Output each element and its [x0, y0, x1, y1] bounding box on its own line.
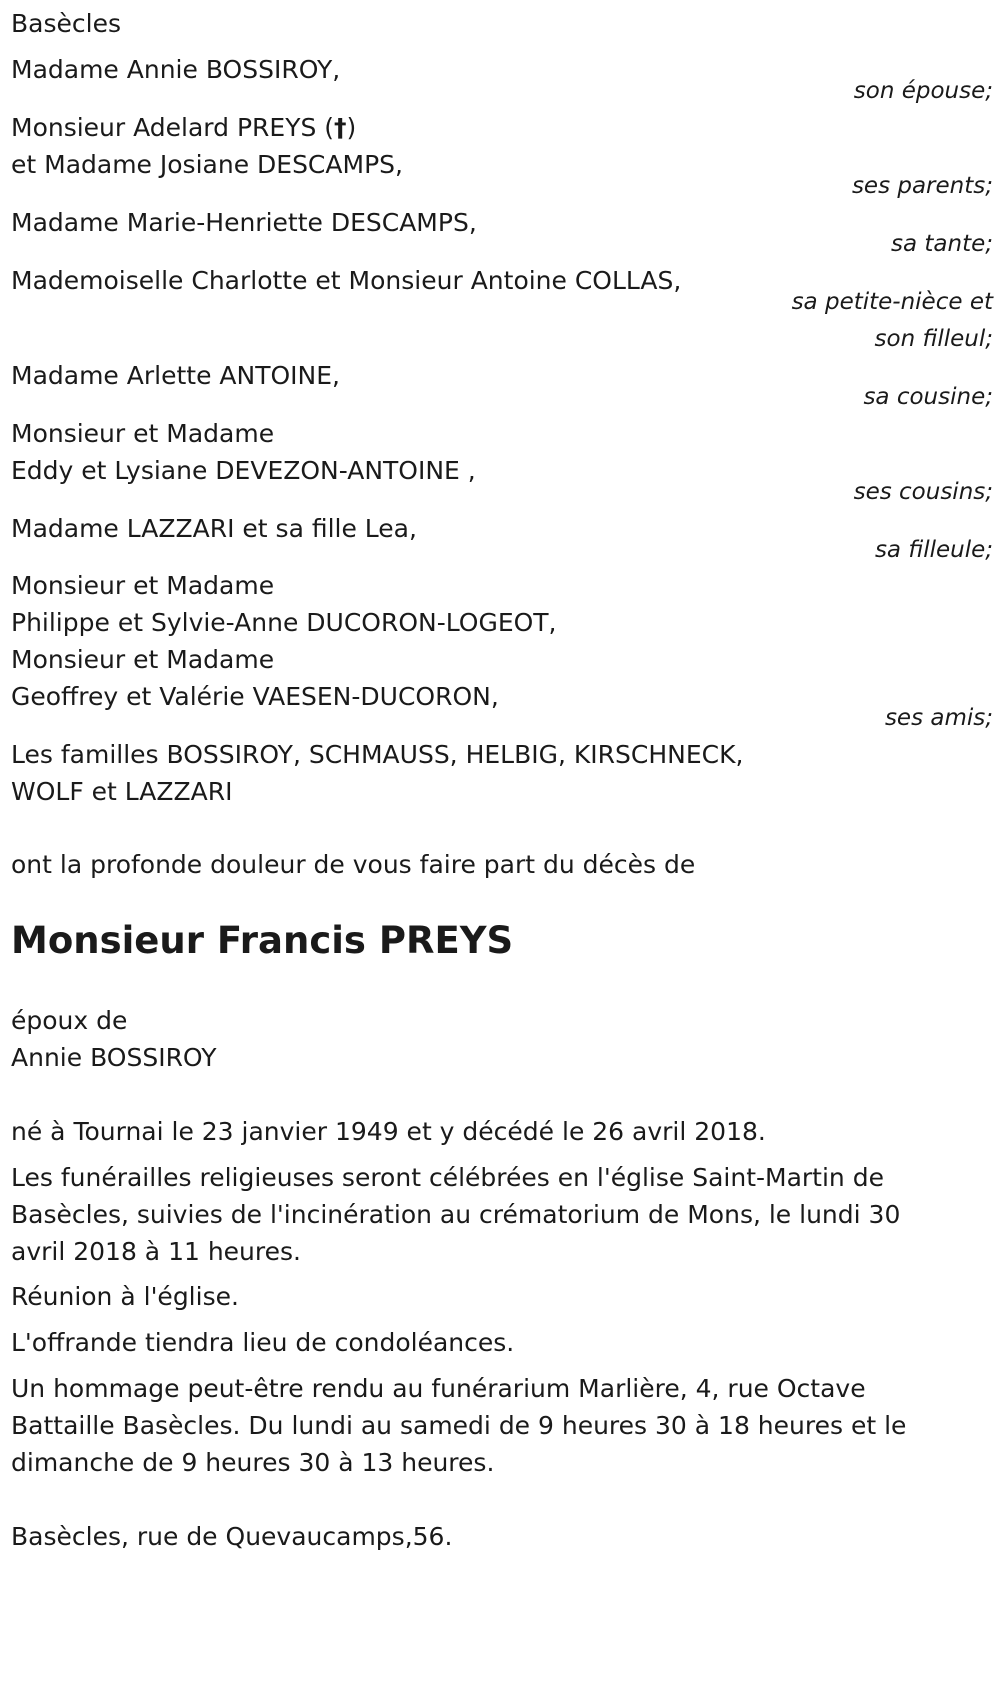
role-friends: ses amis;: [884, 705, 993, 731]
mourner-lazzari: Madame LAZZARI et sa fille Lea,: [11, 514, 417, 543]
announcement: ont la profonde douleur de vous faire part du décès de: [11, 850, 696, 879]
deceased-name: Monsieur Francis PREYS: [11, 919, 514, 962]
mourner-devezon-title: Monsieur et Madame: [11, 419, 275, 448]
role-grandniece: sa petite-nièce et: [791, 289, 993, 315]
mourner-spouse: Madame Annie BOSSIROY,: [11, 55, 341, 84]
offering: L'offrande tiendra lieu de condoléances.: [11, 1328, 515, 1357]
tribute-line-2: Battaille Basècles. Du lundi au samedi de 9 heures 30 à 18 heures et le: [11, 1411, 907, 1440]
meeting: Réunion à l'église.: [11, 1282, 239, 1311]
mourner-father: Monsieur Adelard PREYS (†): [11, 113, 357, 142]
cross-symbol: †: [334, 113, 347, 142]
mourner-ducoron-title: Monsieur et Madame: [11, 571, 275, 600]
tribute-line-3: dimanche de 9 heures 30 à 13 heures.: [11, 1448, 495, 1477]
funeral-line-3: avril 2018 à 11 heures.: [11, 1237, 301, 1266]
header-town: Basècles: [11, 9, 121, 38]
mourner-families-cont: WOLF et LAZZARI: [11, 777, 233, 806]
role-cousin-f: sa cousine;: [863, 384, 993, 410]
funeral-line-2: Basècles, suivies de l'incinération au crématorium de Mons, le lundi 30: [11, 1200, 901, 1229]
spouse-intro: époux de: [11, 1006, 128, 1035]
mourner-ducoron-names: Philippe et Sylvie-Anne DUCORON-LOGEOT,: [11, 608, 557, 637]
address: Basècles, rue de Quevaucamps,56.: [11, 1522, 453, 1551]
role-parents: ses parents;: [851, 173, 993, 199]
spouse-name: Annie BOSSIROY: [11, 1043, 217, 1072]
birth-death: né à Tournai le 23 janvier 1949 et y décédé le 26 avril 2018.: [11, 1117, 766, 1146]
role-spouse: son épouse;: [853, 78, 993, 104]
mourner-families: Les familles BOSSIROY, SCHMAUSS, HELBIG, KIRSCHNECK,: [11, 740, 744, 769]
mourner-vaesen-title: Monsieur et Madame: [11, 645, 275, 674]
funeral-line-1: Les funérailles religieuses seront célébrées en l'église Saint-Martin de: [11, 1163, 884, 1192]
mourner-arlette: Madame Arlette ANTOINE,: [11, 361, 340, 390]
tribute-line-1: Un hommage peut-être rendu au funérarium Marlière, 4, rue Octave: [11, 1374, 866, 1403]
mourner-vaesen-names: Geoffrey et Valérie VAESEN-DUCORON,: [11, 682, 499, 711]
role-godson: son filleul;: [874, 326, 993, 352]
role-goddaughter: sa filleule;: [874, 537, 993, 563]
mourner-mother: et Madame Josiane DESCAMPS,: [11, 150, 403, 179]
role-cousins: ses cousins;: [853, 479, 993, 505]
mourner-collas: Mademoiselle Charlotte et Monsieur Antoine COLLAS,: [11, 266, 682, 295]
mourner-devezon-names: Eddy et Lysiane DEVEZON-ANTOINE ,: [11, 456, 476, 485]
mourner-aunt: Madame Marie-Henriette DESCAMPS,: [11, 208, 477, 237]
role-aunt: sa tante;: [891, 231, 993, 257]
